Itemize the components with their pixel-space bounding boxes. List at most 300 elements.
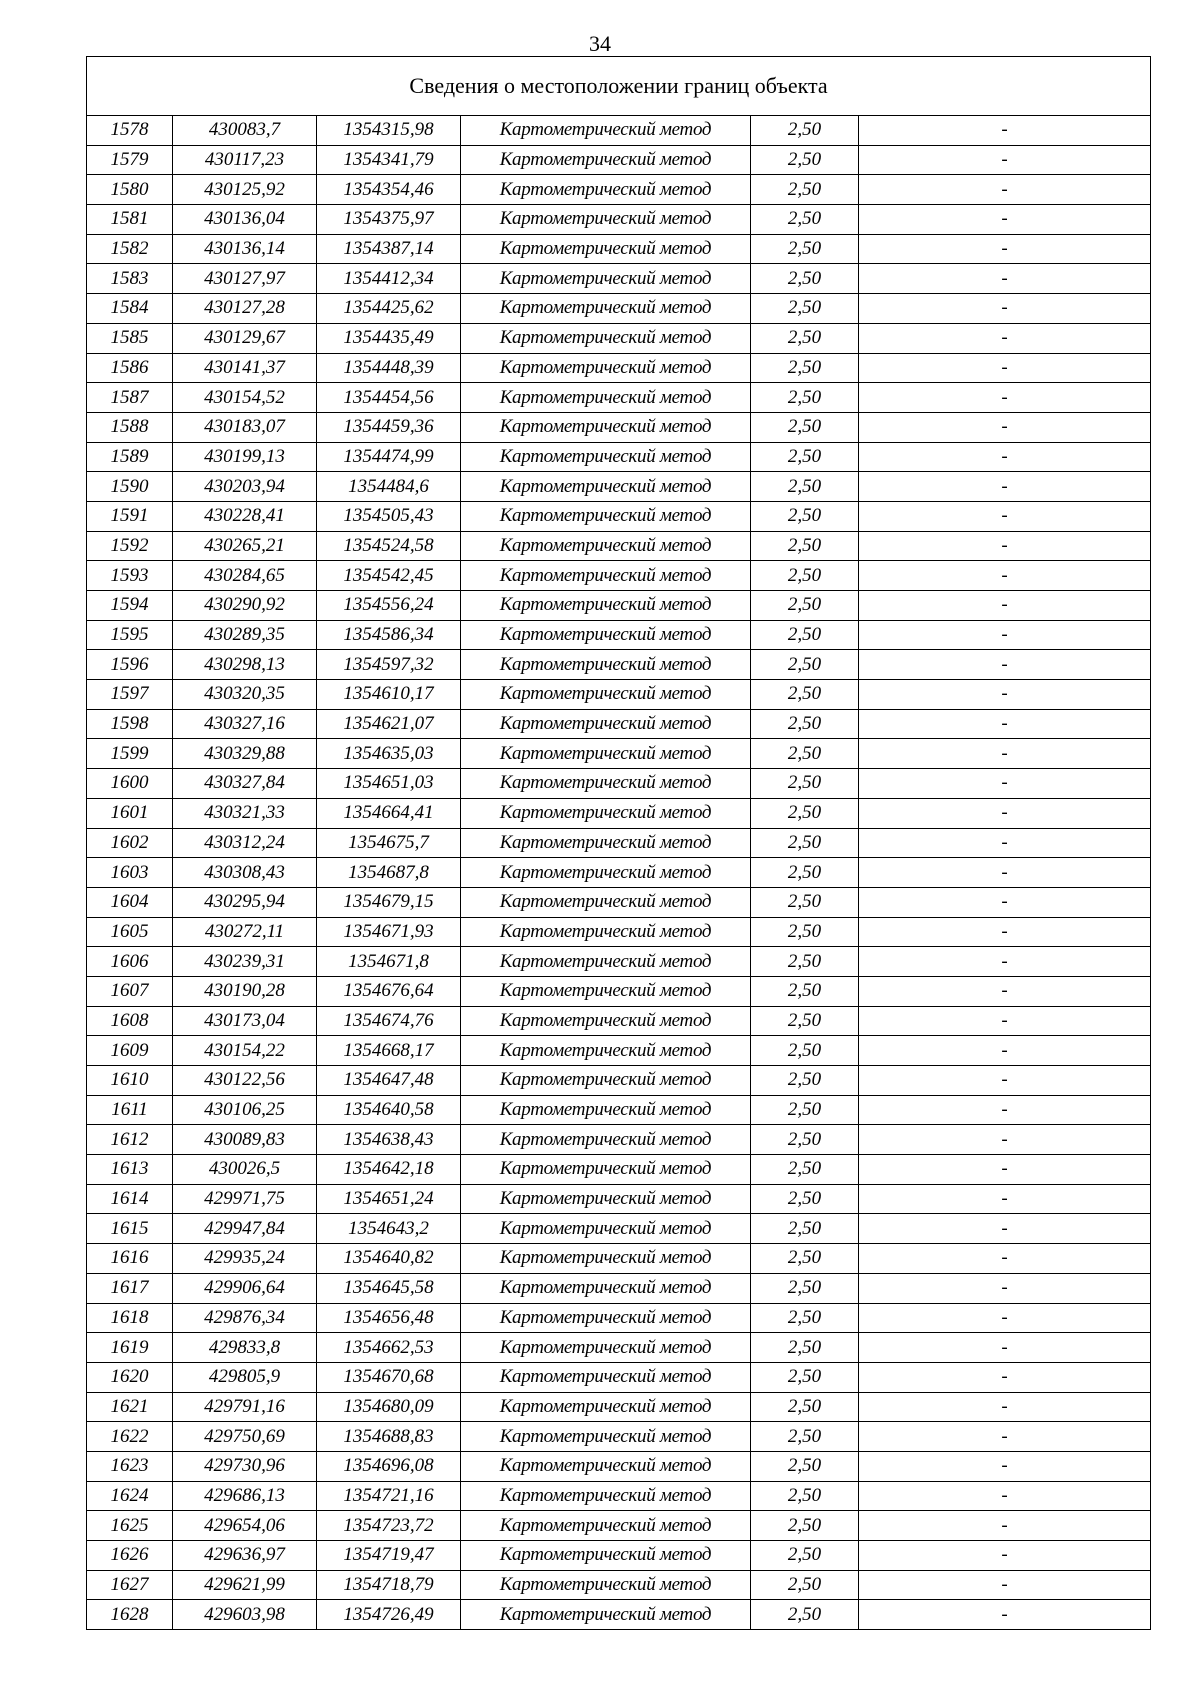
- cell-point-number: 1619: [87, 1333, 173, 1363]
- cell-accuracy: 2,50: [751, 709, 859, 739]
- cell-accuracy: 2,50: [751, 1511, 859, 1541]
- cell-method: Картометрический метод: [461, 739, 751, 769]
- table-row: [87, 472, 1151, 502]
- cell-accuracy: 2,50: [751, 1273, 859, 1303]
- cell-coord-y: 1354688,83: [317, 1422, 461, 1452]
- cell-method: Картометрический метод: [461, 501, 751, 531]
- cell-point-number: 1612: [87, 1125, 173, 1155]
- cell-method: Картометрический метод: [461, 561, 751, 591]
- cell-point-number: 1623: [87, 1451, 173, 1481]
- cell-coord-x: 430106,25: [173, 1095, 317, 1125]
- cell-description: -: [859, 739, 1151, 769]
- cell-coord-y: 1354642,18: [317, 1155, 461, 1185]
- cell-point-number: 1620: [87, 1362, 173, 1392]
- cell-coord-x: 429971,75: [173, 1184, 317, 1214]
- table-row: [87, 976, 1151, 1006]
- cell-method: Картометрический метод: [461, 709, 751, 739]
- cell-coord-y: 1354556,24: [317, 591, 461, 621]
- cell-description: -: [859, 234, 1151, 264]
- cell-accuracy: 2,50: [751, 798, 859, 828]
- cell-coord-x: 429791,16: [173, 1392, 317, 1422]
- cell-coord-x: 430312,24: [173, 828, 317, 858]
- cell-coord-y: 1354524,58: [317, 531, 461, 561]
- cell-description: -: [859, 917, 1151, 947]
- table-row: [87, 264, 1151, 294]
- cell-description: -: [859, 976, 1151, 1006]
- table-row: [87, 1036, 1151, 1066]
- cell-description: -: [859, 1362, 1151, 1392]
- cell-accuracy: 2,50: [751, 323, 859, 353]
- cell-point-number: 1584: [87, 294, 173, 324]
- cell-coord-x: 430290,92: [173, 591, 317, 621]
- cell-description: -: [859, 1006, 1151, 1036]
- table-row: [87, 1006, 1151, 1036]
- cell-accuracy: 2,50: [751, 1392, 859, 1422]
- cell-method: Картометрический метод: [461, 1422, 751, 1452]
- cell-description: -: [859, 1155, 1151, 1185]
- cell-coord-x: 430308,43: [173, 858, 317, 888]
- cell-point-number: 1585: [87, 323, 173, 353]
- cell-accuracy: 2,50: [751, 1006, 859, 1036]
- cell-method: Картометрический метод: [461, 116, 751, 146]
- cell-description: -: [859, 1422, 1151, 1452]
- cell-point-number: 1607: [87, 976, 173, 1006]
- cell-point-number: 1578: [87, 116, 173, 146]
- cell-accuracy: 2,50: [751, 1333, 859, 1363]
- cell-accuracy: 2,50: [751, 472, 859, 502]
- cell-point-number: 1609: [87, 1036, 173, 1066]
- table-row: [87, 294, 1151, 324]
- table-row: [87, 947, 1151, 977]
- cell-coord-x: 429636,97: [173, 1541, 317, 1571]
- cell-coord-x: 430289,35: [173, 620, 317, 650]
- cell-description: -: [859, 531, 1151, 561]
- table-title: Сведения о местоположении границ объекта: [87, 57, 1151, 116]
- cell-method: Картометрический метод: [461, 1600, 751, 1630]
- cell-coord-y: 1354645,58: [317, 1273, 461, 1303]
- cell-coord-y: 1354643,2: [317, 1214, 461, 1244]
- cell-method: Картометрический метод: [461, 323, 751, 353]
- cell-description: -: [859, 1095, 1151, 1125]
- table-row: [87, 709, 1151, 739]
- cell-point-number: 1591: [87, 501, 173, 531]
- cell-accuracy: 2,50: [751, 1422, 859, 1452]
- cell-method: Картометрический метод: [461, 175, 751, 205]
- cell-accuracy: 2,50: [751, 531, 859, 561]
- cell-method: Картометрический метод: [461, 1125, 751, 1155]
- cell-point-number: 1594: [87, 591, 173, 621]
- cell-description: -: [859, 1303, 1151, 1333]
- cell-point-number: 1614: [87, 1184, 173, 1214]
- table-row: [87, 442, 1151, 472]
- cell-point-number: 1597: [87, 680, 173, 710]
- cell-method: Картометрический метод: [461, 947, 751, 977]
- cell-point-number: 1582: [87, 234, 173, 264]
- cell-point-number: 1586: [87, 353, 173, 383]
- cell-coord-y: 1354721,16: [317, 1481, 461, 1511]
- table-row: [87, 1066, 1151, 1096]
- table-row: [87, 501, 1151, 531]
- table-row: [87, 1362, 1151, 1392]
- cell-accuracy: 2,50: [751, 116, 859, 146]
- cell-method: Картометрический метод: [461, 294, 751, 324]
- cell-coord-x: 430141,37: [173, 353, 317, 383]
- cell-coord-x: 429621,99: [173, 1570, 317, 1600]
- cell-coord-x: 430125,92: [173, 175, 317, 205]
- cell-description: -: [859, 1570, 1151, 1600]
- cell-method: Картометрический метод: [461, 353, 751, 383]
- cell-coord-y: 1354696,08: [317, 1451, 461, 1481]
- table-title-row: [87, 57, 1151, 116]
- table-row: [87, 1155, 1151, 1185]
- cell-coord-x: 430295,94: [173, 887, 317, 917]
- table-row: [87, 1481, 1151, 1511]
- cell-description: -: [859, 1244, 1151, 1274]
- cell-coord-x: 429686,13: [173, 1481, 317, 1511]
- cell-coord-y: 1354679,15: [317, 887, 461, 917]
- cell-accuracy: 2,50: [751, 947, 859, 977]
- cell-accuracy: 2,50: [751, 561, 859, 591]
- table-row: [87, 1422, 1151, 1452]
- cell-point-number: 1608: [87, 1006, 173, 1036]
- cell-point-number: 1622: [87, 1422, 173, 1452]
- cell-method: Картометрический метод: [461, 976, 751, 1006]
- cell-accuracy: 2,50: [751, 175, 859, 205]
- cell-point-number: 1579: [87, 145, 173, 175]
- cell-accuracy: 2,50: [751, 1214, 859, 1244]
- cell-method: Картометрический метод: [461, 798, 751, 828]
- cell-point-number: 1583: [87, 264, 173, 294]
- cell-coord-y: 1354675,7: [317, 828, 461, 858]
- cell-method: Картометрический метод: [461, 650, 751, 680]
- cell-coord-x: 430284,65: [173, 561, 317, 591]
- cell-description: -: [859, 1451, 1151, 1481]
- cell-coord-x: 430127,97: [173, 264, 317, 294]
- cell-accuracy: 2,50: [751, 739, 859, 769]
- cell-point-number: 1615: [87, 1214, 173, 1244]
- cell-point-number: 1593: [87, 561, 173, 591]
- cell-coord-x: 430154,22: [173, 1036, 317, 1066]
- cell-point-number: 1590: [87, 472, 173, 502]
- table-row: [87, 353, 1151, 383]
- cell-description: -: [859, 1036, 1151, 1066]
- cell-accuracy: 2,50: [751, 1570, 859, 1600]
- cell-coord-x: 430265,21: [173, 531, 317, 561]
- cell-accuracy: 2,50: [751, 264, 859, 294]
- cell-coord-y: 1354315,98: [317, 116, 461, 146]
- table-row: [87, 858, 1151, 888]
- cell-coord-y: 1354676,64: [317, 976, 461, 1006]
- cell-description: -: [859, 1481, 1151, 1511]
- cell-point-number: 1605: [87, 917, 173, 947]
- cell-description: -: [859, 591, 1151, 621]
- cell-coord-x: 430183,07: [173, 412, 317, 442]
- cell-method: Картометрический метод: [461, 828, 751, 858]
- cell-coord-x: 430239,31: [173, 947, 317, 977]
- cell-coord-y: 1354387,14: [317, 234, 461, 264]
- cell-coord-y: 1354656,48: [317, 1303, 461, 1333]
- page-number: 34: [589, 31, 611, 56]
- cell-coord-x: 430320,35: [173, 680, 317, 710]
- cell-method: Картометрический метод: [461, 205, 751, 235]
- cell-coord-x: 430329,88: [173, 739, 317, 769]
- cell-accuracy: 2,50: [751, 1481, 859, 1511]
- table-row: [87, 561, 1151, 591]
- cell-point-number: 1588: [87, 412, 173, 442]
- cell-description: -: [859, 1214, 1151, 1244]
- cell-coord-x: 430272,11: [173, 917, 317, 947]
- table-row: [87, 1095, 1151, 1125]
- cell-accuracy: 2,50: [751, 680, 859, 710]
- cell-description: -: [859, 561, 1151, 591]
- cell-accuracy: 2,50: [751, 412, 859, 442]
- cell-coord-y: 1354723,72: [317, 1511, 461, 1541]
- cell-description: -: [859, 323, 1151, 353]
- cell-method: Картометрический метод: [461, 412, 751, 442]
- cell-point-number: 1587: [87, 383, 173, 413]
- table-row: [87, 205, 1151, 235]
- table-row: [87, 1184, 1151, 1214]
- cell-description: -: [859, 887, 1151, 917]
- cell-description: -: [859, 1125, 1151, 1155]
- cell-description: -: [859, 680, 1151, 710]
- cell-coord-x: 429906,64: [173, 1273, 317, 1303]
- table-row: [87, 145, 1151, 175]
- cell-coord-x: 430089,83: [173, 1125, 317, 1155]
- cell-description: -: [859, 294, 1151, 324]
- table-row: [87, 1244, 1151, 1274]
- table-row: [87, 383, 1151, 413]
- cell-point-number: 1601: [87, 798, 173, 828]
- cell-coord-y: 1354435,49: [317, 323, 461, 353]
- cell-coord-y: 1354674,76: [317, 1006, 461, 1036]
- cell-point-number: 1626: [87, 1541, 173, 1571]
- cell-description: -: [859, 947, 1151, 977]
- cell-method: Картометрический метод: [461, 1214, 751, 1244]
- cell-method: Картометрический метод: [461, 591, 751, 621]
- cell-coord-y: 1354670,68: [317, 1362, 461, 1392]
- cell-description: -: [859, 1511, 1151, 1541]
- cell-accuracy: 2,50: [751, 1362, 859, 1392]
- cell-coord-x: 430228,41: [173, 501, 317, 531]
- cell-coord-x: 429654,06: [173, 1511, 317, 1541]
- cell-accuracy: 2,50: [751, 1303, 859, 1333]
- table-row: [87, 175, 1151, 205]
- table-row: [87, 1541, 1151, 1571]
- cell-coord-x: 430327,84: [173, 769, 317, 799]
- cell-accuracy: 2,50: [751, 858, 859, 888]
- cell-method: Картометрический метод: [461, 1273, 751, 1303]
- cell-method: Картометрический метод: [461, 1303, 751, 1333]
- cell-method: Картометрический метод: [461, 1541, 751, 1571]
- cell-coord-x: 430127,28: [173, 294, 317, 324]
- cell-description: -: [859, 1273, 1151, 1303]
- cell-method: Картометрический метод: [461, 769, 751, 799]
- cell-coord-y: 1354425,62: [317, 294, 461, 324]
- table-row: [87, 739, 1151, 769]
- cell-description: -: [859, 858, 1151, 888]
- cell-coord-y: 1354454,56: [317, 383, 461, 413]
- cell-coord-x: 429730,96: [173, 1451, 317, 1481]
- cell-coord-x: 429935,24: [173, 1244, 317, 1274]
- cell-coord-y: 1354647,48: [317, 1066, 461, 1096]
- cell-coord-y: 1354638,43: [317, 1125, 461, 1155]
- cell-coord-y: 1354668,17: [317, 1036, 461, 1066]
- cell-coord-y: 1354586,34: [317, 620, 461, 650]
- table-row: [87, 1125, 1151, 1155]
- table-row: [87, 412, 1151, 442]
- cell-method: Картометрический метод: [461, 917, 751, 947]
- cell-coord-x: 430190,28: [173, 976, 317, 1006]
- cell-description: -: [859, 1333, 1151, 1363]
- cell-coord-y: 1354651,03: [317, 769, 461, 799]
- cell-description: -: [859, 472, 1151, 502]
- cell-point-number: 1621: [87, 1392, 173, 1422]
- cell-coord-y: 1354662,53: [317, 1333, 461, 1363]
- cell-accuracy: 2,50: [751, 383, 859, 413]
- cell-accuracy: 2,50: [751, 294, 859, 324]
- cell-point-number: 1602: [87, 828, 173, 858]
- cell-coord-x: 430327,16: [173, 709, 317, 739]
- table-row: [87, 1451, 1151, 1481]
- cell-accuracy: 2,50: [751, 1184, 859, 1214]
- cell-method: Картометрический метод: [461, 1244, 751, 1274]
- cell-method: Картометрический метод: [461, 1451, 751, 1481]
- cell-method: Картометрический метод: [461, 1036, 751, 1066]
- cell-method: Картометрический метод: [461, 1155, 751, 1185]
- cell-point-number: 1617: [87, 1273, 173, 1303]
- cell-coord-y: 1354542,45: [317, 561, 461, 591]
- cell-method: Картометрический метод: [461, 858, 751, 888]
- cell-point-number: 1592: [87, 531, 173, 561]
- cell-description: -: [859, 1541, 1151, 1571]
- cell-accuracy: 2,50: [751, 1066, 859, 1096]
- cell-accuracy: 2,50: [751, 591, 859, 621]
- cell-accuracy: 2,50: [751, 650, 859, 680]
- cell-accuracy: 2,50: [751, 1541, 859, 1571]
- cell-description: -: [859, 709, 1151, 739]
- cell-description: -: [859, 798, 1151, 828]
- cell-description: -: [859, 383, 1151, 413]
- cell-coord-y: 1354341,79: [317, 145, 461, 175]
- cell-accuracy: 2,50: [751, 1451, 859, 1481]
- table-row: [87, 1570, 1151, 1600]
- table-row: [87, 680, 1151, 710]
- table-row: [87, 116, 1151, 146]
- cell-coord-x: 429750,69: [173, 1422, 317, 1452]
- cell-method: Картометрический метод: [461, 1066, 751, 1096]
- cell-method: Картометрический метод: [461, 145, 751, 175]
- cell-accuracy: 2,50: [751, 828, 859, 858]
- cell-point-number: 1616: [87, 1244, 173, 1274]
- cell-description: -: [859, 828, 1151, 858]
- table-row: [87, 531, 1151, 561]
- cell-coord-x: 430122,56: [173, 1066, 317, 1096]
- cell-method: Картометрический метод: [461, 1184, 751, 1214]
- cell-accuracy: 2,50: [751, 442, 859, 472]
- cell-point-number: 1627: [87, 1570, 173, 1600]
- cell-description: -: [859, 353, 1151, 383]
- table-row: [87, 1303, 1151, 1333]
- cell-coord-y: 1354459,36: [317, 412, 461, 442]
- cell-accuracy: 2,50: [751, 234, 859, 264]
- table-row: [87, 591, 1151, 621]
- cell-coord-y: 1354640,82: [317, 1244, 461, 1274]
- cell-coord-y: 1354635,03: [317, 739, 461, 769]
- table-row: [87, 887, 1151, 917]
- cell-description: -: [859, 175, 1151, 205]
- cell-point-number: 1606: [87, 947, 173, 977]
- cell-coord-x: 430026,5: [173, 1155, 317, 1185]
- cell-accuracy: 2,50: [751, 917, 859, 947]
- cell-coord-x: 430203,94: [173, 472, 317, 502]
- cell-accuracy: 2,50: [751, 1155, 859, 1185]
- cell-method: Картометрический метод: [461, 1511, 751, 1541]
- cell-coord-y: 1354718,79: [317, 1570, 461, 1600]
- cell-method: Картометрический метод: [461, 442, 751, 472]
- table-row: [87, 1333, 1151, 1363]
- cell-coord-x: 430173,04: [173, 1006, 317, 1036]
- table-row: [87, 828, 1151, 858]
- cell-accuracy: 2,50: [751, 1244, 859, 1274]
- cell-coord-y: 1354448,39: [317, 353, 461, 383]
- table-row: [87, 1214, 1151, 1244]
- cell-method: Картометрический метод: [461, 680, 751, 710]
- cell-description: -: [859, 412, 1151, 442]
- cell-coord-y: 1354354,46: [317, 175, 461, 205]
- cell-coord-y: 1354726,49: [317, 1600, 461, 1630]
- cell-coord-y: 1354687,8: [317, 858, 461, 888]
- cell-method: Картометрический метод: [461, 1481, 751, 1511]
- table-row: [87, 917, 1151, 947]
- cell-point-number: 1613: [87, 1155, 173, 1185]
- table-row: [87, 1392, 1151, 1422]
- cell-method: Картометрический метод: [461, 887, 751, 917]
- cell-point-number: 1624: [87, 1481, 173, 1511]
- cell-point-number: 1600: [87, 769, 173, 799]
- cell-coord-y: 1354671,93: [317, 917, 461, 947]
- boundary-table: [86, 56, 1151, 1630]
- cell-method: Картометрический метод: [461, 264, 751, 294]
- cell-method: Картометрический метод: [461, 234, 751, 264]
- cell-method: Картометрический метод: [461, 1570, 751, 1600]
- cell-method: Картометрический метод: [461, 620, 751, 650]
- cell-point-number: 1618: [87, 1303, 173, 1333]
- cell-coord-x: 429833,8: [173, 1333, 317, 1363]
- cell-point-number: 1595: [87, 620, 173, 650]
- cell-accuracy: 2,50: [751, 501, 859, 531]
- cell-point-number: 1589: [87, 442, 173, 472]
- cell-coord-x: 430117,23: [173, 145, 317, 175]
- cell-description: -: [859, 1600, 1151, 1630]
- cell-coord-x: 429603,98: [173, 1600, 317, 1630]
- cell-accuracy: 2,50: [751, 769, 859, 799]
- cell-method: Картометрический метод: [461, 472, 751, 502]
- cell-accuracy: 2,50: [751, 205, 859, 235]
- table-row: [87, 1600, 1151, 1630]
- cell-coord-x: 430136,04: [173, 205, 317, 235]
- cell-point-number: 1603: [87, 858, 173, 888]
- cell-description: -: [859, 1392, 1151, 1422]
- cell-coord-y: 1354640,58: [317, 1095, 461, 1125]
- table-body: [87, 57, 1151, 1630]
- cell-point-number: 1599: [87, 739, 173, 769]
- cell-point-number: 1580: [87, 175, 173, 205]
- cell-point-number: 1610: [87, 1066, 173, 1096]
- cell-coord-x: 430154,52: [173, 383, 317, 413]
- cell-coord-x: 430129,67: [173, 323, 317, 353]
- cell-accuracy: 2,50: [751, 887, 859, 917]
